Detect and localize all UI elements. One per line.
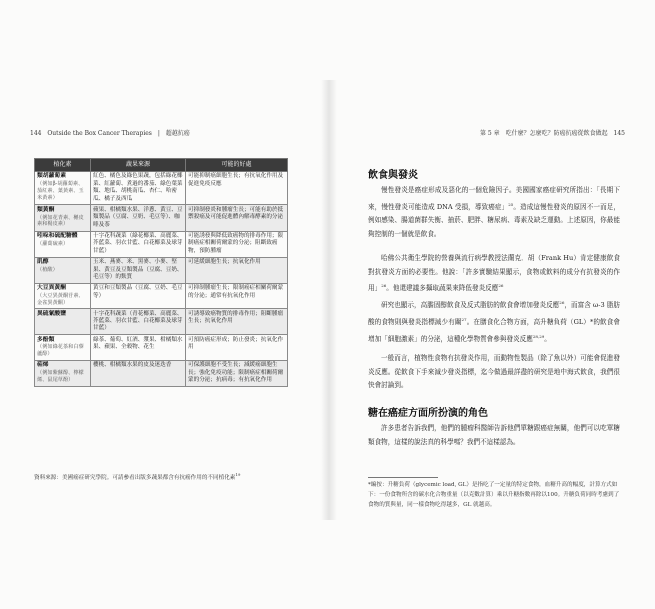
paragraph-1-text-b: 。造成這慢性發炎的原因不一而足，例如感染、腸道菌群失衡、抽菸、肥胖、糖尿病、毒素及缺乏運動。上述原因，你最能夠控制的一個就是飲食。: [368, 202, 620, 238]
paragraph-3-text-b: ，而富含 ω-3 脂肪酸的食物則與發炎指標減少有關: [368, 301, 621, 326]
sources-cell: 紅色、橘色及綠色果蔬，包括綠花椰菜、紅蘿蔔、煮過的番茄、綠色葉菜類、地瓜、胡桃南瓜、杏仁、哈密瓜、橘子及西瓜: [91, 171, 186, 205]
left-page-number: 144: [30, 130, 42, 137]
paragraph-2-ref-a: 26: [381, 283, 387, 289]
phytochemical-name: 類黃酮: [37, 206, 55, 213]
left-header-separator: |: [157, 130, 160, 137]
paragraph-4: 一般而言，植物性食物有抗發炎作用，而動物性製品（除了魚以外）可能會促進發炎反應。從飲食下手來減少發炎指標，迄今做過最詳盡的研究是地中海式飲食，我們很快會討論到。: [368, 354, 620, 390]
paragraph-1-ref: 25: [508, 201, 514, 207]
paragraph-1: [368, 184, 620, 242]
paragraph-5: 許多患者告訴我們，他們的腫瘤科醫師告訴他們單糖跟癌症無關，他們可以吃單糖類食物，這樣的說法真的科學嗎？我們不這樣認為。: [368, 424, 620, 446]
table-row: [35, 205, 288, 231]
right-page-number: 145: [613, 130, 625, 137]
table-header-row: [35, 159, 288, 172]
source-note-text: 資料來源：美國癌症研究學院。可請參看出版多蔬果都含有抗癌作用的不同植化素: [34, 474, 236, 481]
phytochemical-examples: （植酸）: [37, 266, 58, 273]
benefits-cell: 可誘導致癌物質的排毒作用；阻斷腫瘤生長；抗氧化作用: [186, 309, 288, 335]
sources-cell: 玉米、燕麥、米、黑麥、小麥、堅果、黃豆及豆類製品（豆腐、豆奶、毛豆等）的麩質: [91, 257, 186, 283]
column-header-phytochemical: 植化素: [35, 159, 91, 172]
phytochemical-examples: （大豆異黃酮苷素、金雀異黃酮）: [37, 292, 84, 306]
phytochemical-examples: （例如綠花茶和白藜蘆醇）: [37, 344, 84, 358]
sources-cell: 黃豆和豆類製品（豆腐、豆奶、毛豆等）: [91, 283, 186, 308]
section-title-diet-inflammation: 飲食與發炎: [368, 170, 418, 181]
sources-cell: 十字花科蔬菜（青花椰菜、高麗菜、芥藍菜、羽衣甘藍、白花椰菜及球芽甘藍）: [91, 309, 186, 335]
phytochemical-name: 異硫氰酸鹽: [37, 310, 66, 317]
table-row: [35, 231, 288, 257]
phytochemical-cell: [35, 283, 91, 308]
column-header-sources: 蔬果來源: [91, 159, 186, 172]
benefits-cell: 可能誘發與降低致癌物的排毒作用；限制癌症相關荷爾蒙的分泌；阻斷致癌物，預防腫瘤: [186, 231, 288, 257]
phytochemical-cell: [35, 231, 91, 257]
left-book-title: Outside the Box Cancer Therapies: [47, 130, 152, 137]
benefits-cell: 可能抑制癌細胞生長；有抗氧化作用及促進免疫反應: [186, 171, 288, 205]
phytochemical-table: [34, 158, 288, 387]
paragraph-3-ref-c: 28,29: [532, 333, 545, 339]
table-row: [35, 309, 288, 335]
phytochemical-name: 類胡蘿蔔素: [37, 173, 66, 180]
table-row: [35, 335, 288, 360]
phytochemical-name: 萜烯: [37, 362, 49, 369]
table-row: [35, 283, 288, 308]
table-row: [35, 360, 288, 386]
source-note-ref: 19: [235, 472, 241, 477]
phytochemical-cell: [35, 205, 91, 231]
paragraph-3-text-a: 研究也顯示，高膽固醇飲食及反式脂肪的飲食會增加發炎反應: [381, 301, 560, 310]
paragraph-2-ref-b: 26: [498, 283, 504, 289]
phytochemical-name: 大豆異黃酮: [37, 285, 66, 292]
table-source-note: [34, 472, 290, 481]
paragraph-2: [368, 252, 620, 296]
phytochemical-cell: [35, 335, 91, 360]
phytochemical-name: 肌醇: [37, 259, 49, 266]
benefits-cell: 可抑制腫瘤生長；限制癌症相關荷爾蒙的分泌；通常有抗氧化作用: [186, 283, 288, 308]
section-title-sugar: 糖在癌症方面所扮演的角色: [368, 408, 488, 419]
table-row: [35, 171, 288, 205]
sources-cell: 綠茶、葡萄、紅酒、漿果、柑橘類水果、蘋果、全穀物、花生: [91, 335, 186, 360]
benefits-cell: 可抑制發炎和腫瘤生長；可能有助於抵禦殺癌及可能促進體內解毒酵素的分泌: [186, 205, 288, 231]
benefits-cell: 可保護細胞不受生長；減緩癌細胞生長；強化免疫功能；限制癌症相關荷爾蒙的分泌；抗病毒；有抗氧化作用: [186, 360, 288, 386]
phytochemical-name: 吲哚和硫配糖體: [37, 233, 78, 240]
phytochemical-examples: （例如β-胡蘿蔔素、茄紅素、葉黃素、玉米黃素）: [37, 181, 84, 201]
phytochemical-cell: [35, 257, 91, 283]
phytochemical-cell: [35, 309, 91, 335]
paragraph-2-text-a: 哈佛公共衛生學院的營養與流行病學教授法蘭克．胡（Frank Hu）肯定健康飲食對抗發炎方面的必要性。他說：「許多實驗結果顯示，食物或飲料的成分有抗發炎的作用」: [368, 254, 620, 293]
table-row: [35, 257, 288, 283]
phytochemical-name: 多酚類: [37, 336, 55, 343]
sources-cell: 十字花科蔬菜（綠花椰菜、高麗菜、芥藍菜、羽衣甘藍、白花椰菜及球芽甘藍）: [91, 231, 186, 257]
left-running-header: [30, 128, 194, 137]
paragraph-3-ref-b: 27: [461, 316, 467, 322]
footnote-glycemic-load: *編按：升糖負荷（glycemic load, GL）是指吃了一定量的特定食物，血糖升高的幅度，計算方式如下：一份食物所含的碳水化合物重量（以克數計算）乘以升糖指數再除以100。升糖負荷同時考慮到了食物的質與量，同一樣食物吃得越多，GL 就越高。: [368, 482, 620, 508]
paragraph-3-text-c: 。在膳食化合物方面，高升糖負荷（GL）*的飲食會增加「細胞激素」的分泌，這種化學物質會參與發炎反應: [368, 317, 620, 343]
right-running-header: [476, 128, 625, 137]
left-book-title-cn: 超越抗癌: [165, 130, 190, 137]
benefits-cell: 可預防癌症形成；防止發炎；抗氧化作用: [186, 335, 288, 360]
sources-cell: 蘋果、柑橘類水果、洋蔥、黃豆、豆類製品（豆腐、豆奶、毛豆等）、咖啡及茶: [91, 205, 186, 231]
paragraph-3-text-d: 。: [544, 334, 551, 343]
phytochemical-cell: [35, 360, 91, 386]
footnote-rule: [368, 477, 438, 478]
paragraph-2-text-b: 。他還建議多攝取蔬果來降低發炎反應: [386, 284, 499, 293]
paragraph-3: [368, 296, 620, 346]
page-gutter: [321, 80, 337, 520]
phytochemical-examples: （蘿蔔硫素）: [37, 240, 69, 247]
right-chapter-title: 第 5 章 吃什麼？怎麼吃？防癌抗癌從飲食做起: [479, 130, 608, 137]
benefits-cell: 可延緩細胞生長；抗氧化作用: [186, 257, 288, 283]
column-header-benefits: 可能的好處: [186, 159, 288, 172]
paragraph-3-ref-a: 26: [559, 300, 565, 305]
paragraph-1-text-a: 慢性發炎是癌症形成及惡化的一個危險因子。美國國家癌症研究所指出：「長期下來，慢性發炎可能造成 DNA 受損，導致癌症」: [368, 186, 620, 211]
phytochemical-examples: （例如紫蘇醇、檸檬烯、鼠尾草酚）: [37, 369, 84, 383]
phytochemical-cell: [35, 171, 91, 205]
phytochemical-examples: （例如花青素、槲皮素和楊皮素）: [37, 214, 84, 228]
sources-cell: 櫻桃、柑橘類水果的皮及迷迭香: [91, 360, 186, 386]
